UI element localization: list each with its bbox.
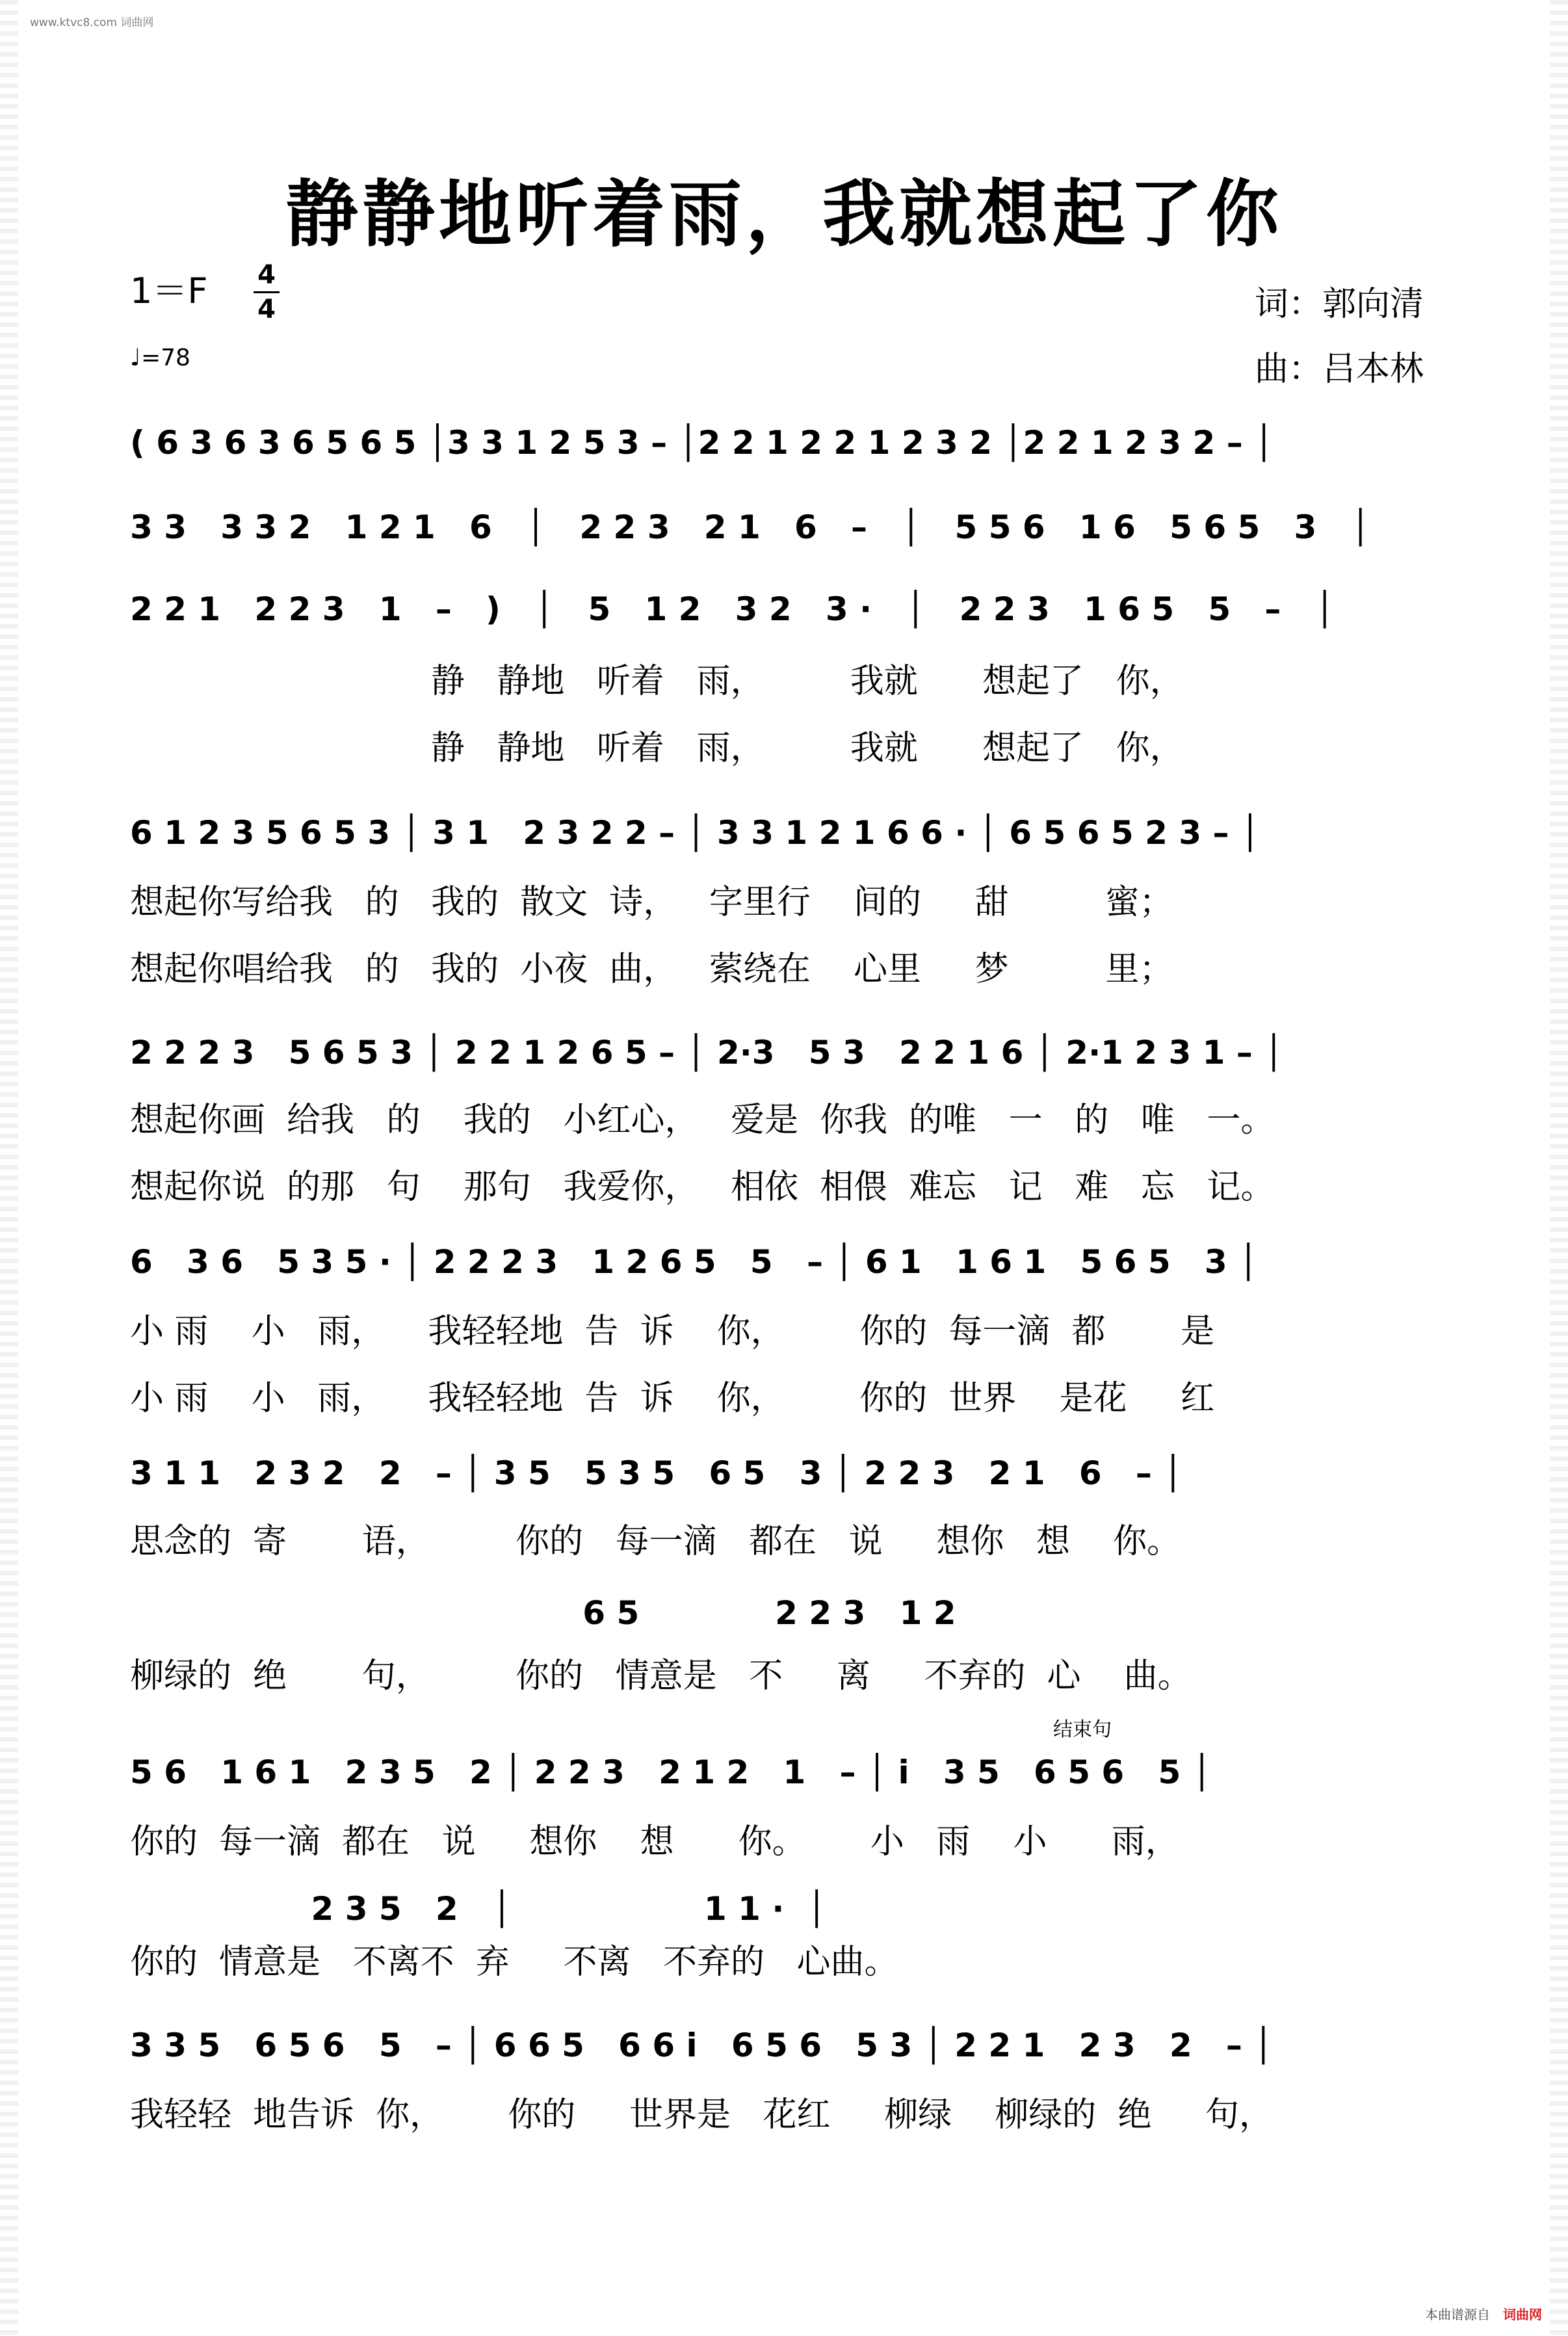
notation-row: 2 2 1 2 2 3 1 – ) │ 5 1 2 3 2 3 · │ 2 2 3 1 6 5 5 – │ [130, 590, 1335, 628]
notation-row: 6 3 6 5 3 5 · │ 2 2 2 3 1 2 6 5 5 – │ 6 1 1 6 1 5 6 5 3 │ [130, 1243, 1259, 1281]
notation-row: 3 3 5 6 5 6 5 – │ 6 6 5 6 6 i 6 5 6 5 3 │ 2 2 1 2 3 2 – │ [130, 2027, 1274, 2064]
time-signature [254, 260, 280, 324]
lyric-row: 你的 每一滴 都在 说 想你 想 你。 小 雨 小 雨， [130, 1822, 1179, 1861]
notation-row: 6 1 2 3 5 6 5 3 │ 3 1 2 3 2 2 – │ 3 3 1 2 1 6 6 · │ 6 5 6 5 2 3 – │ [130, 814, 1260, 852]
page-edge-left [0, 0, 18, 2336]
lyric-row: 想起你唱给我 的 我的 小夜 曲， 萦绕在 心里 梦 里； [130, 950, 1173, 989]
notation-row: 2 2 2 3 5 6 5 3 │ 2 2 1 2 6 5 – │ 2·3 5 3 2 2 1 6 │ 2·1 2 3 1 – │ [130, 1034, 1284, 1071]
lyric-row: 小 雨 小 雨， 我轻轻地 告 诉 你， 你的 世界 是花 红 [130, 1379, 1215, 1418]
tempo-marking: ♩=78 [130, 345, 190, 371]
lyric-row: 思念的 寄 语， 你的 每一滴 都在 说 想你 想 你。 [130, 1522, 1181, 1561]
time-bottom: 4 [257, 295, 276, 324]
lyric-row: 想起你说 的那 句 那句 我爱你， 相依 相偎 难忘 记 难 忘 记。 [130, 1168, 1275, 1207]
lyric-row: 小 雨 小 雨， 我轻轻地 告 诉 你， 你的 每一滴 都 是 [130, 1312, 1215, 1351]
footer-text: 本曲谱源自 [1425, 2307, 1490, 2322]
composer-credit: 曲：吕本林 [1255, 350, 1424, 389]
lyric-row: 柳绿的 绝 句， 你的 情意是 不 离 不弃的 心 曲。 [130, 1657, 1192, 1696]
notation-row: 6 5 2 2 3 1 2 [130, 1594, 956, 1632]
song-title: 静静地听着雨，我就想起了你 [285, 172, 1283, 257]
lyricist-credit: 词：郭向清 [1255, 285, 1424, 324]
footer-source [1425, 2304, 1542, 2323]
lyric-row: 想起你写给我 的 我的 散文 诗， 字里行 间的 甜 蜜； [130, 883, 1173, 922]
time-top: 4 [257, 260, 276, 290]
lyric-row: 你的 情意是 不离不 弃 不离 不弃的 心曲。 [130, 1943, 898, 1982]
notation-row: 3 3 3 3 2 1 2 1 6 │ 2 2 3 2 1 6 – │ 5 5 6 1 6 5 6 5 3 │ [130, 508, 1370, 546]
lyric-row: 静 静地 听着 雨， 我就 想起了 你， [130, 662, 1184, 701]
page-edge-right [1550, 0, 1568, 2336]
notation-row: ( 6 3 6 3 6 5 6 5 │3 3 1 2 5 3 – │2 2 1 2 2 1 2 3 2 │2 2 1 2 3 2 – │ [130, 424, 1274, 462]
site-watermark: www.ktvc8.com 词曲网 [30, 16, 154, 29]
footer-brand: 词曲网 [1503, 2307, 1542, 2322]
notation-row: 5 6 1 6 1 2 3 5 2 │ 2 2 3 2 1 2 1 – │ i 3 5 6 5 6 5 │ [130, 1753, 1212, 1791]
lyric-row: 静 静地 听着 雨， 我就 想起了 你， [130, 729, 1184, 768]
notation-row: 2 3 5 2 │ 1 1 · │ [130, 1890, 827, 1928]
lyric-row: 想起你画 给我 的 我的 小红心， 爱是 你我 的唯 一 的 唯 一。 [130, 1101, 1275, 1140]
key-signature: 1＝F [130, 270, 208, 311]
time-bar [254, 291, 280, 293]
notation-row: 3 1 1 2 3 2 2 – │ 3 5 5 3 5 6 5 3 │ 2 2 3 2 1 6 – │ [130, 1454, 1183, 1492]
end-marker: 结束句 [1053, 1718, 1112, 1741]
lyric-row: 我轻轻 地告诉 你， 你的 世界是 花红 柳绿 柳绿的 绝 句， [130, 2095, 1273, 2134]
